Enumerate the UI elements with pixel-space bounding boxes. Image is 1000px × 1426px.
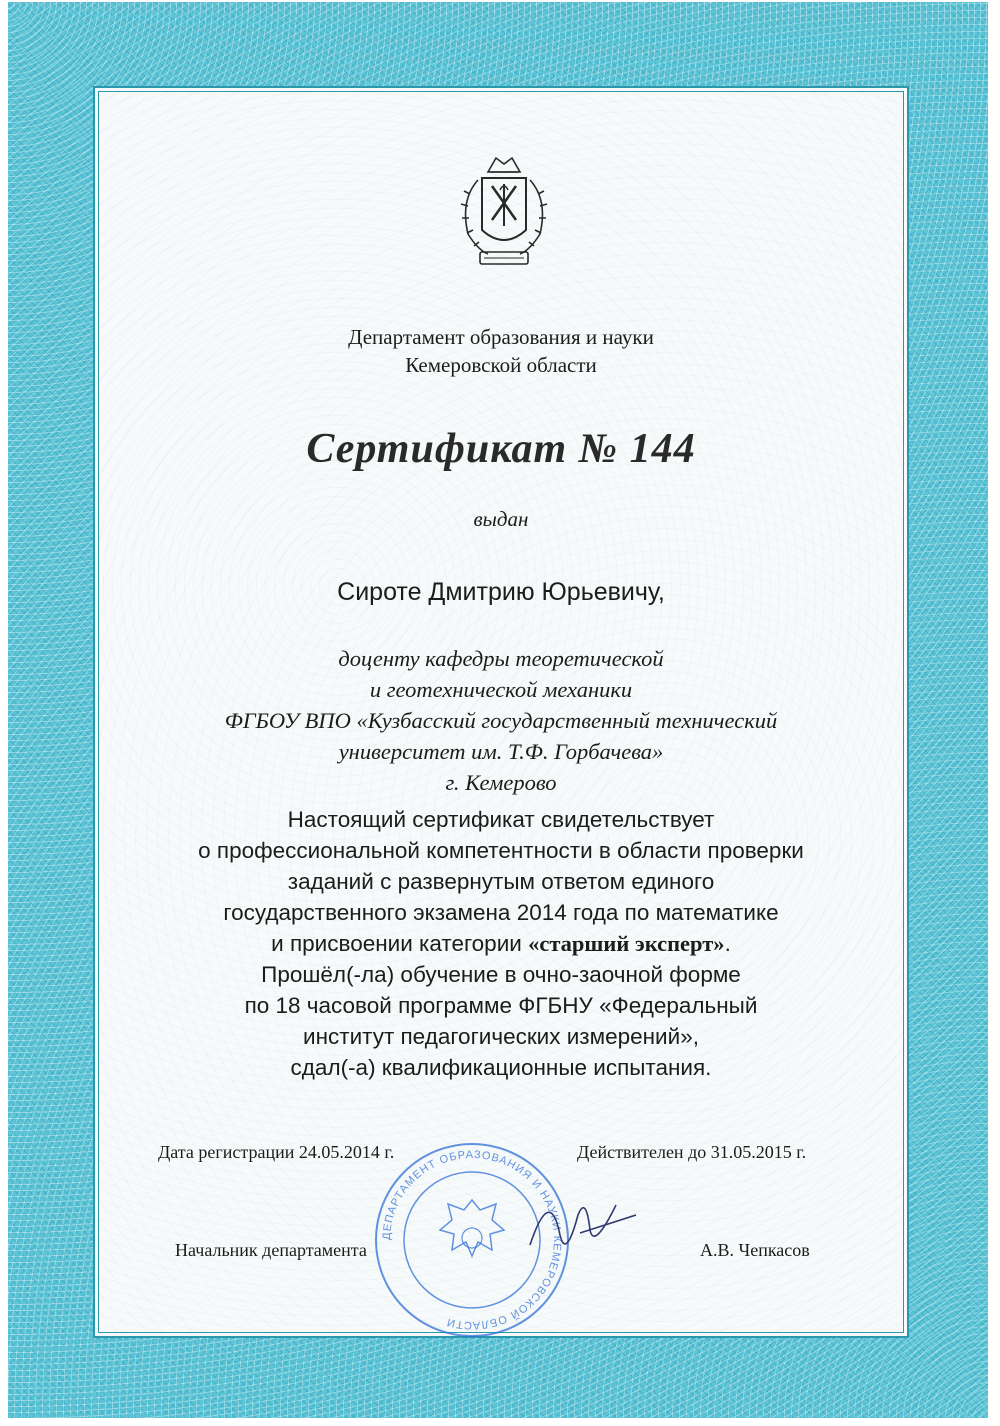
- recipient-position: [93, 643, 909, 798]
- position-line: и геотехнической механики: [369, 677, 633, 702]
- body-line: Настоящий сертификат свидетельствует: [287, 807, 715, 832]
- position-line: университет им. Т.Ф. Горбачева»: [338, 739, 664, 764]
- body-line: о профессиональной компетентности в области проверки: [198, 838, 804, 863]
- issuer-line: Кемеровской области: [405, 353, 597, 377]
- issued-label: выдан: [473, 507, 529, 531]
- coat-of-arms-icon: [448, 150, 560, 272]
- valid-until-date: Действителен до 31.05.2015 г.: [577, 1142, 807, 1162]
- body-line: институт педагогических измерений»,: [303, 1024, 699, 1049]
- body-line: по 18 часовой программе ФГБНУ «Федеральный: [244, 993, 758, 1018]
- category-prefix: и присвоении категории: [271, 931, 529, 956]
- expert-category: «старший эксперт»: [528, 931, 725, 956]
- signature-icon: [520, 1175, 640, 1275]
- position-line: г. Кемерово: [445, 770, 557, 795]
- category-line: [93, 928, 909, 959]
- stamp-text: ДЕПАРТАМЕНТ ОБРАЗОВАНИЯ И НАУКИ КЕМЕРОВСКОЙ ОБЛАСТИ: [380, 1148, 564, 1332]
- certificate-body: [93, 804, 909, 1083]
- registration-date: Дата регистрации 24.05.2014 г.: [158, 1142, 395, 1162]
- body-line: Прошёл(-ла) обучение в очно-заочной форме: [261, 962, 741, 987]
- recipient-name: Сироте Дмитрию Юрьевичу,: [337, 578, 665, 606]
- issuer-line: Департамент образования и науки: [348, 325, 654, 349]
- category-suffix: .: [724, 931, 731, 956]
- signer-name: А.В. Чепкасов: [700, 1240, 810, 1260]
- body-line: заданий с развернутым ответом единого: [287, 869, 715, 894]
- position-line: доценту кафедры теоретической: [338, 646, 664, 671]
- body-line: сдал(-а) квалификационные испытания.: [290, 1055, 712, 1080]
- head-title: Начальник департамента: [175, 1240, 367, 1260]
- position-line: ФГБОУ ВПО «Кузбасский государственный технический: [224, 708, 778, 733]
- issuer-block: [93, 323, 909, 379]
- body-line: государственного экзамена 2014 года по математике: [223, 900, 779, 925]
- certificate-title: Сертификат № 144: [306, 426, 696, 472]
